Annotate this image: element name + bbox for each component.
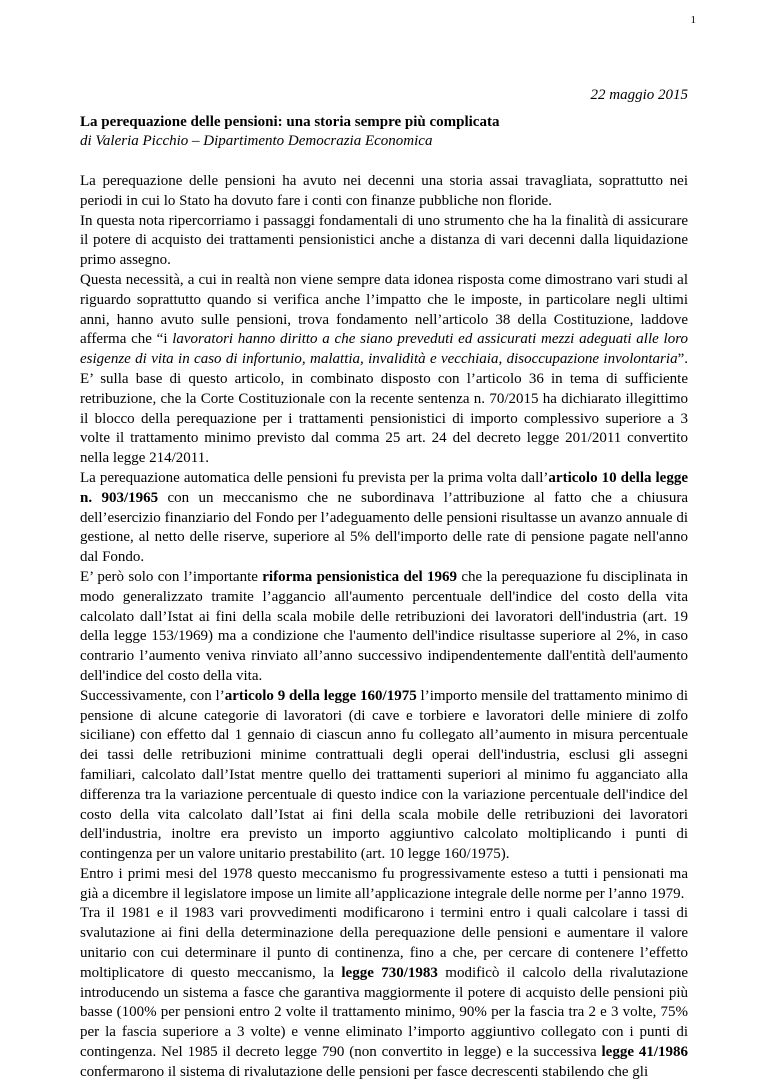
document-title: La perequazione delle pensioni: una storia sempre più complicata: [80, 114, 500, 130]
paragraph-3-text-end: ”. E’ sulla base di questo articolo, in combinato disposto con l’articolo 36 in tema di sufficiente retribuzione, che la Corte Costituzionale con la recente sentenza n. 70/2015 ha dichiarato illegittimo il blocco della perequazione per i trattamenti pensionistici di importo complessivo superiore a 3 volte il trattamento minimo previsto dal comma 25 art. 24 del decreto legge 201/2011 convertito nella legge 214/2011.: [80, 351, 688, 467]
paragraph-6-text: Successivamente, con l’: [80, 687, 225, 704]
document-byline: di Valeria Picchio – Dipartimento Democrazia Economica: [80, 133, 433, 149]
reform-1969: riforma pensionistica del 1969: [262, 568, 457, 585]
law-41-1986: legge 41/1986: [601, 1044, 689, 1061]
paragraph-5-text-end: che la perequazione fu disciplinata in modo generalizzato tramite l’aggancio all'aumento percentuale dell'indice del costo della vita calcolato dall’Istat ai fini della scala mobile delle retribuzioni dei lavoratori dell'industria (art. 19 della legge 153/1969) ma a condizione che l'aumento dell'indice risultasse superiore al 2%, in caso contrario l’aumento veniva rinviato all’anno successivo indipendentemente dall'entità dell'aumento dell'indice del costo della vita.: [80, 568, 688, 684]
law-160-1975: articolo 9 della legge 160/1975: [224, 687, 417, 704]
document-body: [80, 172, 688, 1083]
paragraph-1: La perequazione delle pensioni ha avuto nei decenni una storia assai travagliata, soprattutto nei periodi in cui lo Stato ha dovuto fare i conti con finanze pubbliche non floride.: [80, 173, 688, 209]
document-date: 22 maggio 2015: [590, 87, 688, 103]
paragraph-5-text: E’ però solo con l’importante: [80, 568, 263, 585]
paragraph-2: In questa nota ripercorriamo i passaggi fondamentali di uno strumento che ha la finalità di assicurare il potere di acquisto dei trattamenti pensionistici anche a distanza di vari decenni dalla liquidazione primo assegno.: [80, 212, 688, 269]
paragraph-8-text-mid: modificò il calcolo della rivalutazione introducendo un sistema a fasce che garantiva maggiormente il potere di acquisto delle pensioni più basse (100% per pensioni entro 2 volte il trattamento minimo, 90% per la fascia tra 2 e 3 volte, 75% per la fascia superiore a 3 volte) e venne eliminato l’importo aggiuntivo collegato con i punti di contingenza. Nel 1985 il decreto legge 790 (non convertito in legge) e la successiva: [80, 964, 688, 1061]
paragraph-7: Entro i primi mesi del 1978 questo meccanismo fu progressivamente esteso a tutti i pensionati ma già a dicembre il legislatore impose un limite all’applicazione integrale delle norme per l’anno 1979.: [80, 865, 688, 902]
paragraph-6: [80, 687, 688, 865]
paragraph-4-text: La perequazione automatica delle pensioni fu prevista per la prima volta dall’: [80, 469, 549, 486]
law-903-1965: articolo 10 della legge n. 903/1965: [80, 469, 689, 506]
paragraph-8-text-end: confermarono il sistema di rivalutazione delle pensioni per fasce decrescenti stabilendo che gli: [80, 1063, 649, 1080]
paragraph-3-text: Questa necessità, a cui in realtà non viene sempre data idonea risposta come dimostrano vari studi al riguardo soprattutto quando si verifica anche l’impatto che le imposte, in particolare negli ultimi anni, hanno avuto sulle pensioni, trova fondamento nell’articolo 38 della Costituzione, laddove afferma che “i: [80, 271, 688, 348]
page-number: 1: [690, 14, 696, 26]
paragraph-8-text: Tra il 1981 e il 1983 vari provvedimenti modificarono i termini entro i quali calcolare i tassi di svalutazione ai fini della determinazione della perequazione delle pensioni e aumentare il valore unitario con cui determinare il punto di continenza, fino a che, per cercare di contenere l’effetto moltiplicatore di questo meccanismo, la: [80, 905, 688, 981]
paragraph-6-text-end: l’importo mensile del trattamento minimo di pensione di alcune categorie di lavoratori (di cave e torbiere e lavoratori delle miniere di zolfo siciliane) con effetto dal 1 gennaio di ciascun anno fu collegato all’aumento in misura percentuale dei tassi delle retribuzioni minime contrattuali degli operai dell'industria, esclusi gli assegni familiari, calcolato dall’Istat mentre quello dei trattamenti superiori al minimo fu agganciato alla differenza tra la variazione percentuale di questo indice con la variazione percentuale dell'indice del costo della vita calcolato dall’Istat ai fini della scala mobile delle retribuzioni dei lavoratori dell'industria, inoltre era previsto un importo aggiuntivo calcolato moltiplicando i punti di contingenza per un valore unitario prestabilito (art. 10 legge 160/1975).: [80, 687, 688, 863]
constitution-quote: lavoratori hanno diritto a che siano preveduti ed assicurati mezzi adeguati alle loro esigenze di vita in caso di infortunio, malattia, invalidità e vecchiaia, disoccupazione involontaria: [80, 331, 688, 368]
paragraph-5: [80, 568, 688, 687]
paragraph-4: [80, 469, 688, 568]
paragraph-4-text-end: con un meccanismo che ne subordinava l’attribuzione al fatto che a chiusura dell’esercizio finanziario del Fondo per l’adeguamento delle pensioni risultasse un avanzo annuale di gestione, al netto delle riserve, superiore al 5% dell'importo delle rate di pensione pagate nell'anno dal Fondo.: [80, 489, 688, 566]
law-730-1983: legge 730/1983: [341, 964, 438, 981]
paragraph-3: [80, 271, 688, 469]
